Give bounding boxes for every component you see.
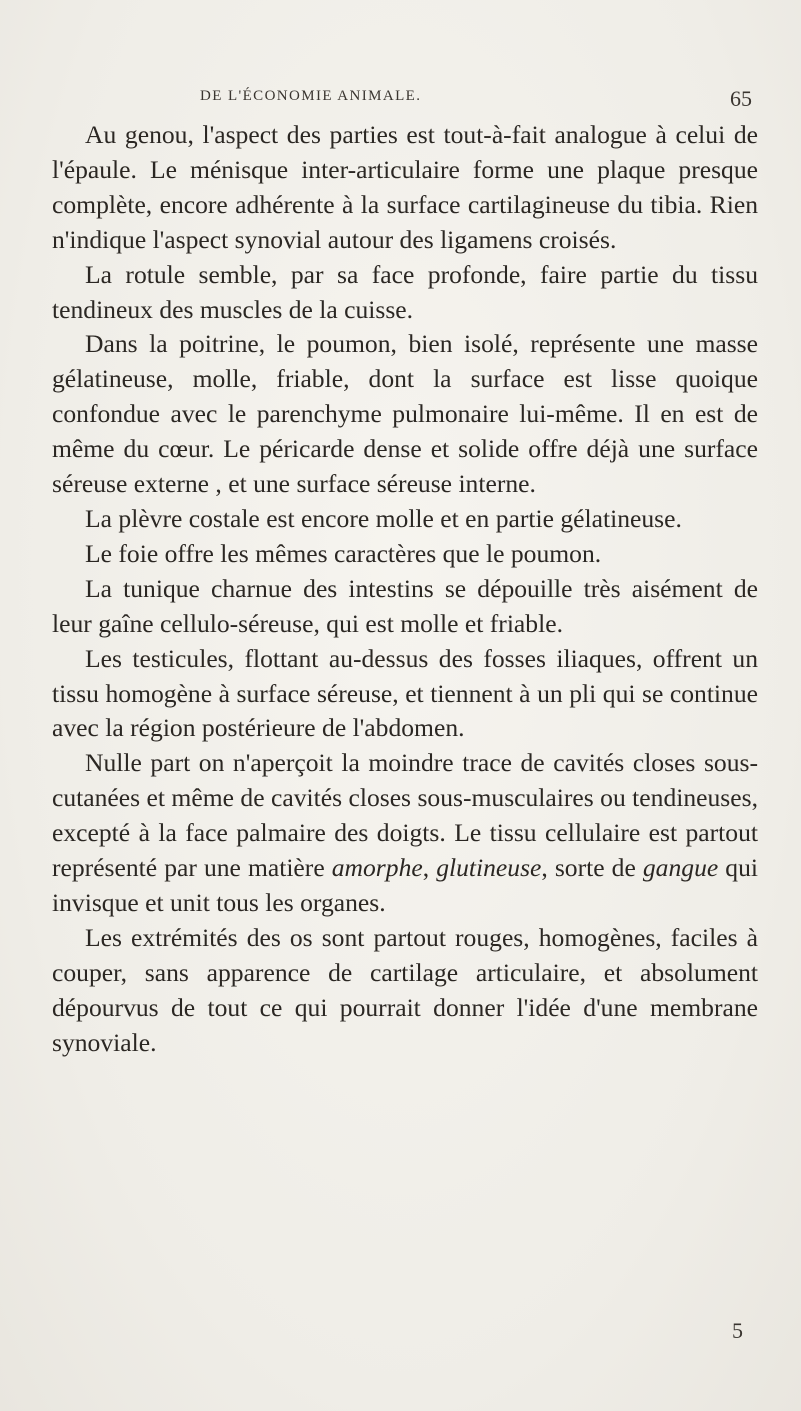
cavites-text-before: Nulle part on n'aperçoit la moindre trace de cavités closes sous-cutanées et même de cavités closes sous-musculaires ou tendineuses, excepté à la face palmaire des doigts. Le tissu cellulaire est partout représenté par une matière	[52, 748, 758, 883]
paragraph-testicules: Les testicules, flottant au-dessus des fosses iliaques, offrent un tissu homogène à surface séreuse, et tiennent à un pli qui se continue avec la région postérieure de l'abdomen.	[52, 643, 758, 743]
paragraph-rotule: La rotule semble, par sa face profonde, faire partie du tissu tendineux des muscles de la cuisse.	[52, 259, 758, 324]
page-header	[200, 88, 670, 105]
cavites-text-after: qui invisque et unit tous les organes.	[52, 853, 758, 917]
italic-gangue: gangue	[642, 853, 719, 883]
paragraph-cavites	[52, 746, 758, 921]
page-number: 65	[730, 86, 752, 111]
paragraph-plevre: La plèvre costale est encore molle et en partie gélatineuse.	[85, 503, 682, 533]
cavites-text-middle: , sorte de	[541, 853, 643, 883]
signature-mark: 5	[732, 1318, 743, 1343]
running-head: DE L'ÉCONOMIE ANIMALE.	[200, 88, 422, 104]
paragraph-foie: Le foie offre les mêmes caractères que le poumon.	[85, 538, 602, 568]
body-text	[52, 118, 758, 1060]
italic-amorphe: amorphe	[331, 853, 423, 883]
paragraph-genou: Au genou, l'aspect des parties est tout-à-fait analogue à celui de l'épaule. Le ménisque inter-articulaire forme une plaque presque complète, encore adhérente à la surface cartilagineuse du tibia. Rien n'indique l'aspect synovial autour des ligamens croisés.	[52, 120, 758, 254]
paragraph-extremites: Les extrémités des os sont partout rouges, homogènes, faciles à couper, sans apparence de cartilage articulaire, et absolument dépourvus de tout ce qui pourrait donner l'idée d'une membrane synoviale.	[52, 922, 758, 1057]
paragraph-poitrine: Dans la poitrine, le poumon, bien isolé, représente une masse gélatineuse, molle, friable, dont la surface est lisse quoique confondue avec le parenchyme pulmonaire lui-même. Il en est de même du cœur. Le péricarde dense et solide offre déjà une surface séreuse externe , et une surface séreuse interne.	[52, 329, 758, 499]
cavites-sep: ,	[422, 853, 437, 883]
italic-glutineuse: glutineuse	[436, 853, 542, 883]
paragraph-intestins: La tunique charnue des intestins se dépouille très aisément de leur gaîne cellulo-séreuse, qui est molle et friable.	[52, 573, 758, 638]
